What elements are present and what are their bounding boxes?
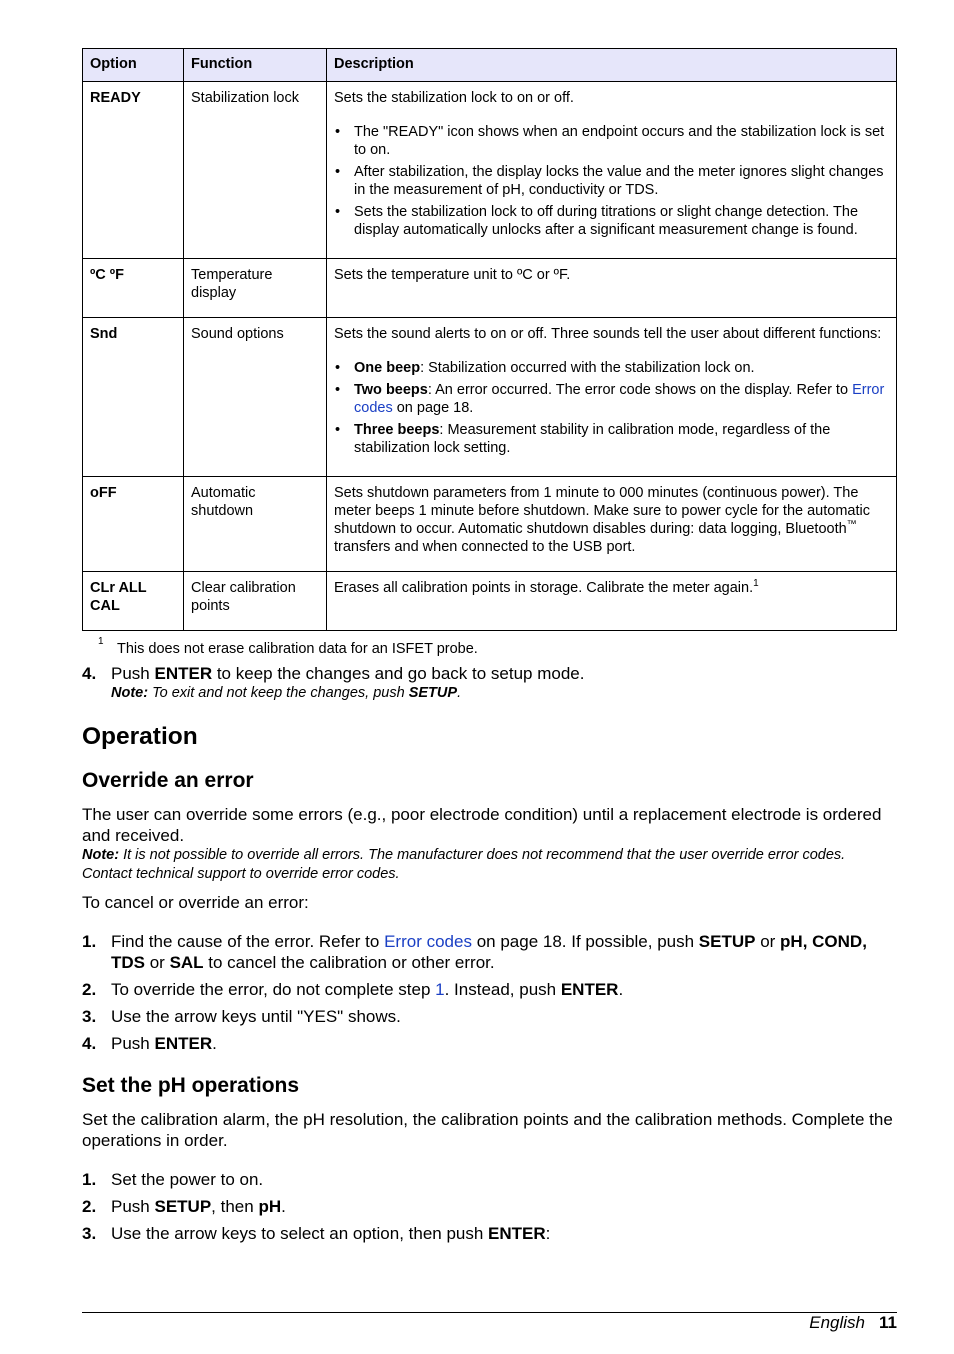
step-number: 1. [82, 932, 97, 951]
section-title: Operation [82, 723, 198, 750]
function-cell: Clear calibration points [184, 572, 327, 631]
key-name: pH, COND, TDS [111, 932, 867, 972]
footer-language: English [809, 1313, 866, 1332]
step-text: Push [111, 1197, 155, 1216]
function-cell: Automatic shutdown [184, 477, 327, 572]
table-row [83, 82, 897, 259]
table-row [83, 572, 897, 631]
list-item [82, 663, 897, 703]
table-row [83, 318, 897, 477]
key-name: ENTER [488, 1224, 546, 1243]
footnote-ref[interactable]: 1 [753, 578, 759, 590]
key-name: SAL [169, 953, 204, 972]
description-text: Sets the sound alerts to on or off. Three sounds tell the user about different functions: [334, 326, 882, 342]
ph-step-list [82, 1169, 897, 1244]
bullet-text: : Stabilization occurred with the stabilization lock on. [420, 360, 755, 376]
setup-step-list [82, 663, 897, 703]
key-name: ENTER [560, 980, 619, 999]
list-item [82, 1006, 897, 1027]
step-text: . [212, 1034, 217, 1053]
bullet-list [334, 123, 889, 239]
step-text: Use the arrow keys to select an option, then push [111, 1224, 489, 1243]
option-line: CAL [90, 598, 120, 614]
step-text: . [281, 1197, 286, 1216]
table-row [83, 477, 897, 572]
step-text: Set the power to on. [111, 1170, 264, 1189]
option-cell [83, 572, 184, 631]
description-cell [327, 318, 897, 477]
header-option: Option [83, 49, 184, 82]
note-label: Note: [82, 847, 120, 863]
option-cell: ºC ºF [83, 259, 184, 318]
table-row [83, 259, 897, 318]
trademark-mark: ™ [846, 519, 857, 531]
list-item: • Sets the stabilization lock to off during titrations or slight change detection. The display automatically unlocks after a significant measurement change is found. [334, 203, 889, 239]
option-line: CLr ALL [90, 580, 147, 596]
bullet-list [334, 359, 889, 457]
key-name: pH [258, 1197, 282, 1216]
override-step-list [82, 931, 897, 1054]
key-name: ENTER [154, 1034, 213, 1053]
footnote-text: This does not erase calibration data for an ISFET probe. [117, 641, 478, 657]
paragraph: The user can override some errors (e.g., poor electrode condition) until a replacement electrode is ordered and received. [82, 805, 882, 845]
step-text: to cancel the calibration or other error. [203, 953, 495, 972]
bullet-term: Two beeps [354, 382, 428, 398]
bullet-term: Three beeps [354, 422, 440, 438]
step-text: . Instead, push [444, 980, 561, 999]
bullet-text: : Measurement stability in calibration mode, regardless of the stabilization lock setting. [354, 422, 831, 456]
note-text: To exit and not keep the changes, push [148, 685, 409, 701]
list-item [82, 931, 897, 973]
note-label: Note: [111, 685, 149, 701]
key-name: SETUP [698, 932, 756, 951]
option-cell: Snd [83, 318, 184, 477]
header-function: Function [184, 49, 327, 82]
error-codes-link[interactable]: Error codes [354, 382, 885, 416]
step-number: 2. [82, 1197, 97, 1216]
key-name: SETUP [154, 1197, 212, 1216]
page-footer [82, 1312, 897, 1332]
table-header-row [83, 49, 897, 82]
note-text: It is not possible to override all errors. The manufacturer does not recommend that the user override error codes. Contact technical support to override error codes. [82, 847, 846, 882]
step-text: or [755, 932, 781, 951]
paragraph: To cancel or override an error: [82, 893, 309, 912]
step-text: or [145, 953, 170, 972]
bullet-text: : An error occurred. The error code shows on the display. Refer to [427, 382, 853, 398]
step-number: 3. [82, 1224, 97, 1243]
key-name: SETUP [408, 685, 458, 701]
page-number: 11 [879, 1313, 897, 1332]
list-item [334, 381, 889, 417]
function-cell: Stabilization lock [184, 82, 327, 259]
option-cell: oFF [83, 477, 184, 572]
step-number: 1. [82, 1170, 97, 1189]
options-table [82, 48, 897, 631]
paragraph: Set the calibration alarm, the pH resolution, the calibration points and the calibration methods. Complete the operations in order. [82, 1110, 893, 1150]
list-item: • The "READY" icon shows when an endpoint occurs and the stabilization lock is set to on. [334, 123, 889, 159]
footer-text [809, 1313, 897, 1333]
list-item [82, 1169, 897, 1190]
option-cell: READY [83, 82, 184, 259]
header-description: Description [327, 49, 897, 82]
description-cell [327, 477, 897, 572]
list-item [334, 421, 889, 457]
subsection-title: Set the pH operations [82, 1074, 300, 1097]
page-content [82, 48, 897, 1250]
description-text: Sets the stabilization lock to on or off. [334, 90, 574, 106]
footnote-mark: 1 [98, 636, 104, 647]
step-link[interactable]: 1 [435, 980, 445, 999]
step-text: to keep the changes and go back to setup mode. [212, 664, 585, 683]
description-text-after: transfers and when connected to the USB port. [334, 539, 636, 555]
step-text: Push [111, 664, 155, 683]
step-text: To override the error, do not complete step [111, 980, 436, 999]
step-number: 4. [82, 664, 97, 683]
step-text: on page 18. If possible, push [471, 932, 699, 951]
step-number: 2. [82, 980, 97, 999]
description-text: Sets shutdown parameters from 1 minute to 000 minutes (continuous power). The meter beeps 1 minute before shutdown. Make sure to power cycle for the automatic shutdown to occur. Automatic shutdown disables during: data logging, Bluetooth [334, 485, 870, 537]
bullet-term: One beep [354, 360, 421, 376]
error-codes-link[interactable]: Error codes [384, 932, 472, 951]
step-number: 3. [82, 1007, 97, 1026]
key-name: ENTER [154, 664, 213, 683]
list-item [82, 1223, 897, 1244]
note [82, 846, 897, 884]
step-text: . [618, 980, 624, 999]
step-note [111, 684, 897, 703]
step-text: Use the arrow keys until "YES" shows. [111, 1007, 401, 1026]
list-item [334, 359, 889, 377]
function-cell: Temperature display [184, 259, 327, 318]
description-cell [327, 572, 897, 631]
description-text: Erases all calibration points in storage. Calibrate the meter again. [334, 580, 754, 596]
step-text: , then [211, 1197, 259, 1216]
bullet-text-after: on page 18. [392, 400, 474, 416]
step-text: Push [111, 1034, 155, 1053]
step-text: : [545, 1224, 551, 1243]
step-number: 4. [82, 1034, 97, 1053]
subsection-title: Override an error [82, 769, 254, 792]
step-text: Find the cause of the error. Refer to [111, 932, 385, 951]
list-item [82, 1196, 897, 1217]
note-text: . [457, 685, 462, 701]
list-item [82, 979, 897, 1000]
list-item: • After stabilization, the display locks the value and the meter ignores slight changes in the measurement of pH, conductivity or TDS. [334, 163, 889, 199]
list-item [82, 1033, 897, 1054]
table-footnote [98, 636, 897, 657]
description-cell [327, 82, 897, 259]
function-cell: Sound options [184, 318, 327, 477]
description-cell: Sets the temperature unit to ºC or ºF. [327, 259, 897, 318]
